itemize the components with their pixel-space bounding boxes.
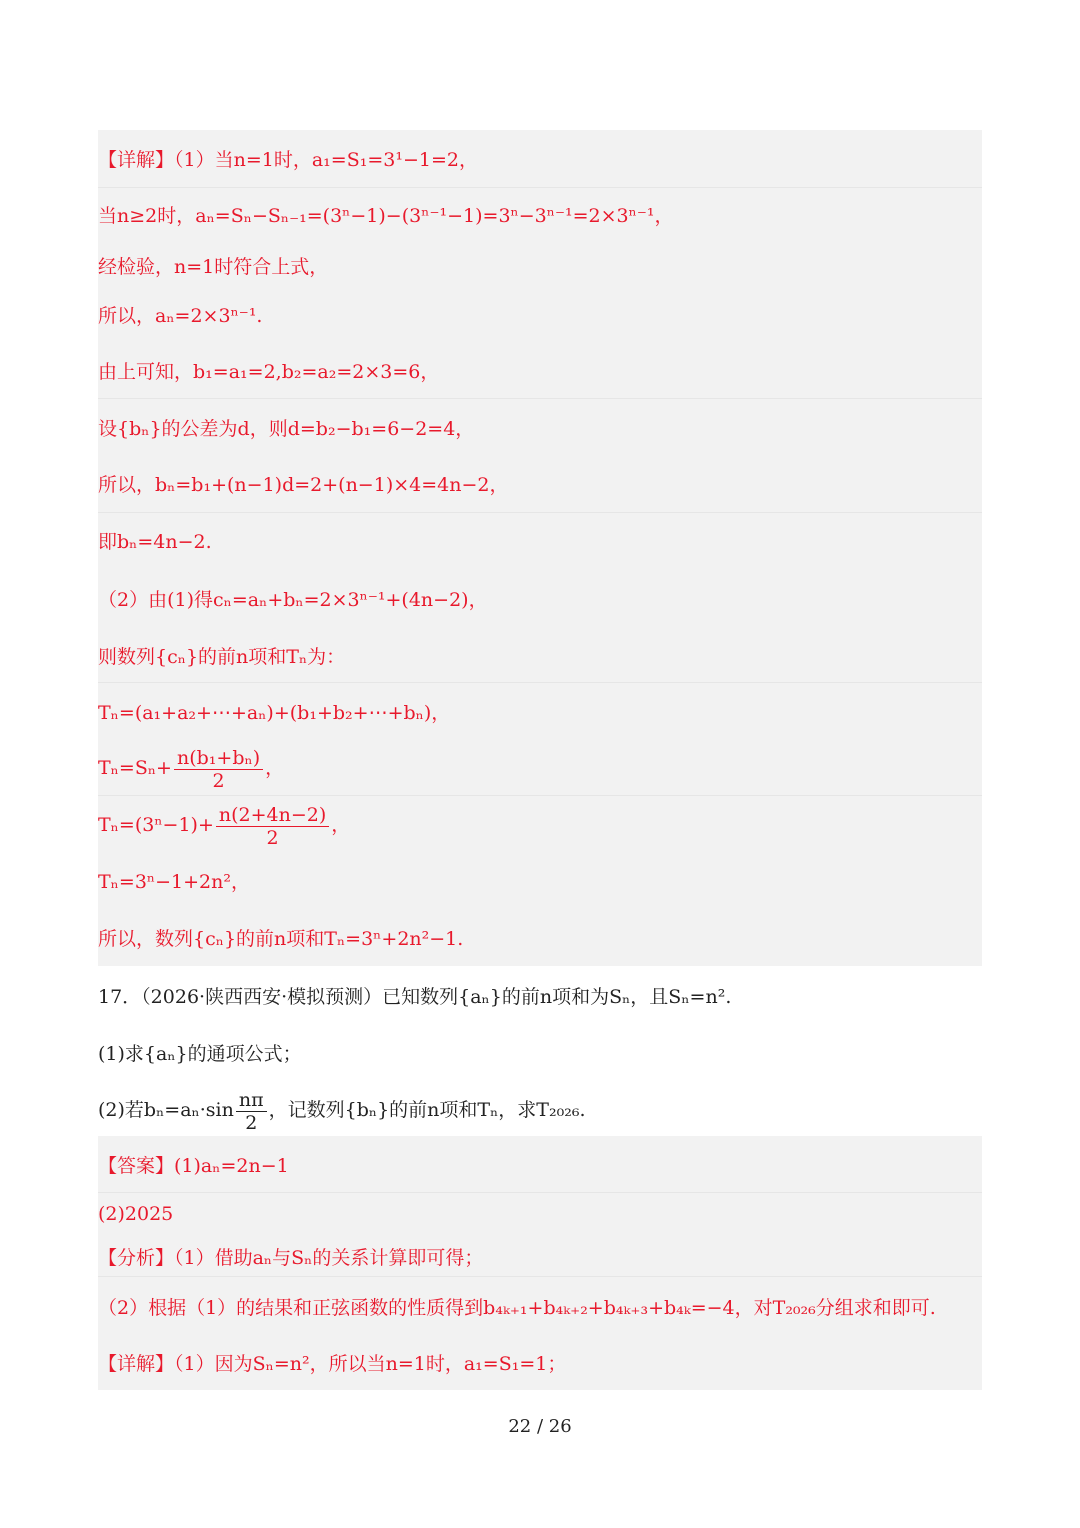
page-number: 22 / 26 — [508, 1416, 572, 1437]
formula-lead: Tₙ=(3ⁿ−1)+ — [98, 814, 214, 836]
solution-line-5: 由上可知，b₁=a₁=2,b₂=a₂=2×3=6， — [98, 361, 440, 383]
row-separator — [98, 1192, 982, 1193]
row-separator — [98, 512, 982, 513]
solution-line-14: Tₙ=3ⁿ−1+2n²， — [98, 871, 250, 893]
fraction-numerator: nπ — [236, 1089, 267, 1112]
solution-line-10: 则数列{cₙ}的前n项和Tₙ为： — [98, 646, 346, 668]
solution-line-12 — [98, 740, 982, 796]
solution-line-9: （2）由(1)得cₙ=aₙ+bₙ=2×3ⁿ⁻¹+(4n−2)， — [98, 589, 488, 611]
fraction-numerator: n(b₁+bₙ) — [174, 747, 263, 770]
solution-line-2: 当n≥2时，aₙ=Sₙ−Sₙ₋₁=(3ⁿ−1)−(3ⁿ⁻¹−1)=3ⁿ−3ⁿ⁻¹=2×3ⁿ⁻¹， — [98, 205, 674, 227]
row-separator — [98, 187, 982, 188]
solution-line-7: 所以，bₙ=b₁+(n−1)d=2+(n−1)×4=4n−2， — [98, 474, 509, 496]
row-separator — [98, 398, 982, 399]
solution-line-11: Tₙ=(a₁+a₂+⋯+aₙ)+(b₁+b₂+⋯+bₙ)， — [98, 702, 451, 724]
solution-line-15: 所以，数列{cₙ}的前n项和Tₙ=3ⁿ+2n²−1. — [98, 928, 464, 950]
fraction-denominator: 2 — [212, 769, 225, 792]
fraction-numerator: n(2+4n−2) — [216, 804, 329, 827]
question-17-part-2 — [98, 1082, 982, 1138]
fraction — [174, 747, 263, 792]
fraction-denominator: 2 — [245, 1111, 258, 1134]
solution-line-13 — [98, 797, 982, 853]
analysis-line-1: 【分析】（1）借助aₙ与Sₙ的关系计算即可得； — [98, 1247, 484, 1269]
detail-line-1: 【详解】（1）因为Sₙ=n²，所以当n=1时，a₁=S₁=1； — [98, 1353, 567, 1375]
row-separator — [98, 1276, 982, 1277]
solution-line-1: 【详解】（1）当n=1时，a₁=S₁=3¹−1=2， — [98, 149, 478, 171]
solution-line-4: 所以，aₙ=2×3ⁿ⁻¹. — [98, 305, 263, 327]
formula-lead: Tₙ=Sₙ+ — [98, 757, 172, 779]
fraction — [236, 1089, 267, 1134]
solution-line-3: 经检验，n=1时符合上式， — [98, 256, 329, 278]
question-17-part-1: (1)求{aₙ}的通项公式； — [98, 1043, 302, 1065]
formula-tail: ， — [331, 814, 351, 836]
question-17-stem: 17．（2026·陕西西安·模拟预测）已知数列{aₙ}的前n项和为Sₙ，且Sₙ=n². — [98, 986, 732, 1008]
answer-line-2: (2)2025 — [98, 1203, 174, 1225]
solution-line-6: 设{bₙ}的公差为d，则d=b₂−b₁=6−2=4， — [98, 418, 475, 440]
answer-part-1: (1)aₙ=2n−1 — [174, 1155, 289, 1177]
answer-label: 【答案】 — [98, 1155, 175, 1177]
answer-line-1 — [98, 1152, 982, 1180]
analysis-line-2: （2）根据（1）的结果和正弦函数的性质得到b₄ₖ₊₁+b₄ₖ₊₂+b₄ₖ₊₃+b₄ₖ=−4，对T₂₀₂₆分组求和即可. — [98, 1297, 936, 1319]
formula-tail: ， — [265, 757, 285, 779]
row-separator — [98, 682, 982, 683]
fraction — [216, 804, 329, 849]
formula-lead: (2)若bₙ=aₙ·sin — [98, 1099, 234, 1121]
fraction-denominator: 2 — [266, 826, 279, 849]
formula-tail: ，记数列{bₙ}的前n项和Tₙ，求T₂₀₂₆. — [268, 1099, 586, 1121]
solution-line-8: 即bₙ=4n−2. — [98, 531, 212, 553]
